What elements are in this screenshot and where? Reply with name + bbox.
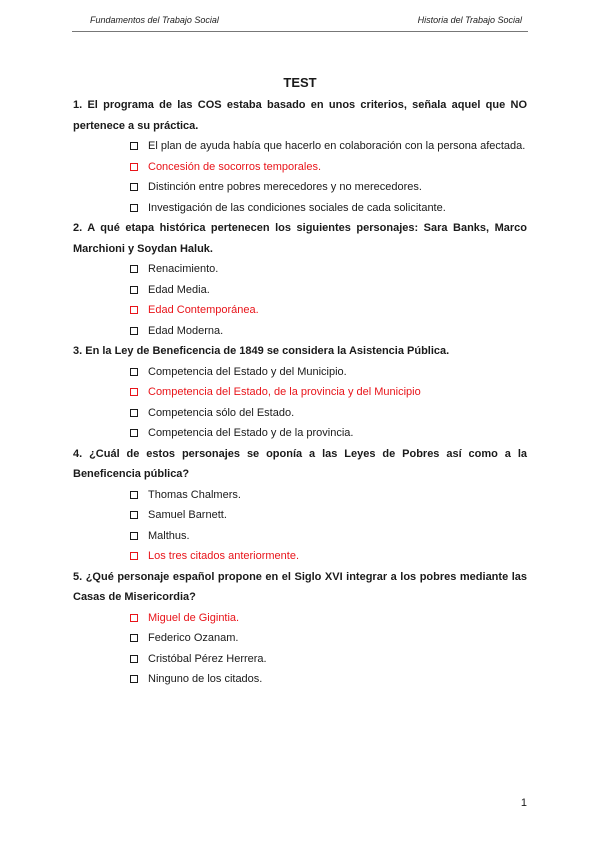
option-list <box>73 362 527 444</box>
answer-option[interactable] <box>130 403 527 424</box>
answer-option[interactable] <box>130 198 527 219</box>
checkbox-icon[interactable] <box>130 491 138 499</box>
option-list <box>73 608 527 690</box>
answer-option[interactable] <box>130 628 527 649</box>
question-block <box>73 567 527 690</box>
option-label: Competencia del Estado y del Municipio. <box>148 365 347 378</box>
question-text: 4. ¿Cuál de estos personajes se oponía a las Leyes de Pobres así como a la Beneficencia pública? <box>73 447 527 480</box>
option-label: Competencia sólo del Estado. <box>148 406 295 419</box>
answer-option[interactable] <box>130 362 527 383</box>
question-text: 5. ¿Qué personaje español propone en el Siglo XVI integrar a los pobres mediante las Casas de Misericordia? <box>73 570 527 603</box>
answer-option[interactable] <box>130 177 527 198</box>
option-label: Edad Moderna. <box>148 324 224 337</box>
page-title: TEST <box>283 75 317 90</box>
option-label: Ninguno de los citados. <box>148 673 263 685</box>
answer-option[interactable] <box>130 259 527 280</box>
option-list <box>73 136 527 218</box>
checkbox-icon[interactable] <box>130 204 138 212</box>
question-text: 1. El programa de las COS estaba basado en unos criterios, señala aquel que NO pertenece a su práctica. <box>73 99 527 132</box>
option-label: Competencia del Estado, de la provincia y del Municipio <box>148 386 421 398</box>
checkbox-icon[interactable] <box>130 142 138 150</box>
page-header <box>90 15 522 25</box>
option-label: Investigación de las condiciones sociales de cada solicitante. <box>148 201 446 214</box>
answer-option[interactable] <box>130 136 527 157</box>
checkbox-icon[interactable] <box>130 286 138 294</box>
answer-option[interactable] <box>130 526 527 547</box>
header-divider <box>72 31 528 32</box>
option-label: Edad Media. <box>148 283 210 296</box>
option-label: Federico Ozanam. <box>148 632 239 644</box>
question-text: 2. A qué etapa histórica pertenecen los siguientes personajes: Sara Banks, Marco Marchioni y Soydan Haluk. <box>73 222 527 255</box>
answer-option[interactable] <box>130 669 527 690</box>
option-label: Samuel Barnett. <box>148 509 227 521</box>
checkbox-icon[interactable] <box>130 327 138 335</box>
option-label: Thomas Chalmers. <box>148 488 241 501</box>
checkbox-icon[interactable] <box>130 614 138 622</box>
answer-option-correct[interactable] <box>130 157 527 178</box>
question-list <box>73 95 527 690</box>
question-block <box>73 444 527 567</box>
checkbox-icon[interactable] <box>130 265 138 273</box>
checkbox-icon[interactable] <box>130 368 138 376</box>
option-label: Renacimiento. <box>148 263 219 275</box>
answer-option[interactable] <box>130 280 527 301</box>
option-label: Concesión de socorros temporales. <box>148 160 322 173</box>
checkbox-icon[interactable] <box>130 655 138 663</box>
option-list <box>73 259 527 341</box>
option-label: Edad Contemporánea. <box>148 304 259 316</box>
option-label: Distinción entre pobres merecedores y no merecedores. <box>148 181 422 193</box>
answer-option-correct[interactable] <box>130 300 527 321</box>
checkbox-icon[interactable] <box>130 532 138 540</box>
answer-option-correct[interactable] <box>130 546 527 567</box>
option-label: Miguel de Gigintia. <box>148 611 240 624</box>
header-topic: Historia del Trabajo Social <box>417 15 522 25</box>
checkbox-icon[interactable] <box>130 409 138 417</box>
option-label: Los tres citados anteriormente. <box>148 550 300 562</box>
option-label: Competencia del Estado y de la provincia. <box>148 427 354 439</box>
page-number: 1 <box>520 797 527 809</box>
question-block <box>73 218 527 341</box>
option-label: Cristóbal Pérez Herrera. <box>148 652 267 665</box>
header-course: Fundamentos del Trabajo Social <box>90 15 219 25</box>
checkbox-icon[interactable] <box>130 183 138 191</box>
answer-option-correct[interactable] <box>130 608 527 629</box>
checkbox-icon[interactable] <box>130 163 138 171</box>
option-label: El plan de ayuda había que hacerlo en colaboración con la persona afectada. <box>148 140 526 152</box>
answer-option[interactable] <box>130 505 527 526</box>
option-label: Malthus. <box>148 529 190 542</box>
option-list <box>73 485 527 567</box>
checkbox-icon[interactable] <box>130 634 138 642</box>
checkbox-icon[interactable] <box>130 388 138 396</box>
checkbox-icon[interactable] <box>130 429 138 437</box>
checkbox-icon[interactable] <box>130 511 138 519</box>
question-text: 3. En la Ley de Beneficencia de 1849 se considera la Asistencia Pública. <box>73 345 450 357</box>
answer-option[interactable] <box>130 321 527 342</box>
answer-option[interactable] <box>130 485 527 506</box>
question-block <box>73 341 527 444</box>
question-block <box>73 95 527 218</box>
checkbox-icon[interactable] <box>130 552 138 560</box>
checkbox-icon[interactable] <box>130 306 138 314</box>
answer-option[interactable] <box>130 649 527 670</box>
checkbox-icon[interactable] <box>130 675 138 683</box>
answer-option[interactable] <box>130 423 527 444</box>
answer-option-correct[interactable] <box>130 382 527 403</box>
